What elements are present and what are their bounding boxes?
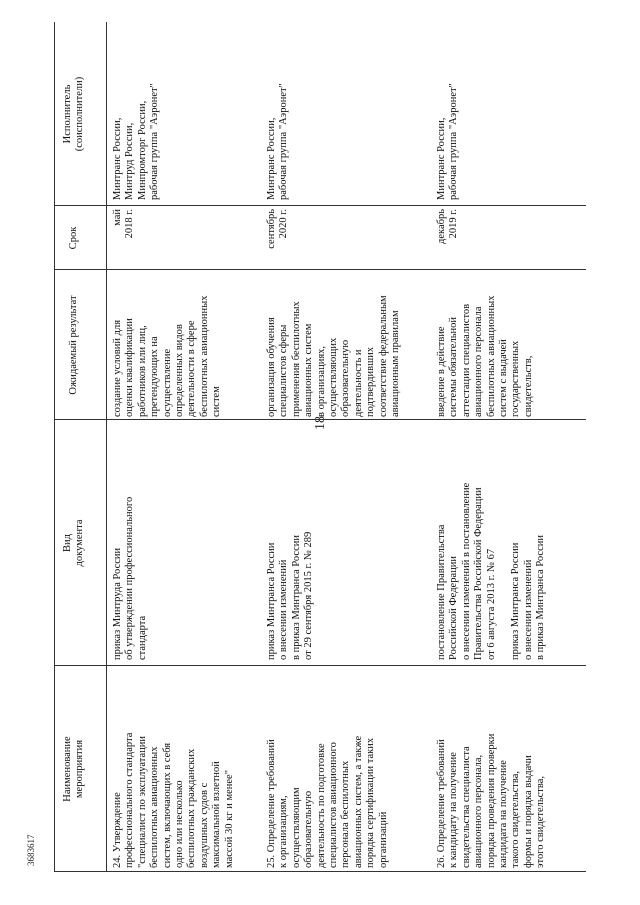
row-25-doc-type: приказ Минтранса России о внесении изменений в приказ Минтранса России от 29 сентября 2015 г. № 289 [266,531,315,660]
column-divider [54,871,586,872]
measures-table [54,22,586,872]
row-26-term: декабрь 2019 г. [436,209,460,244]
header-bottom-border [106,22,107,872]
row-26-doc-type: постановление Правительства Российской Федерации о внесении изменений в постановление Правительства Российской Федерации от 6 августа 2013 г. № 67 приказ Минтранса России о внесении изменений в приказ Минтранса России [436,482,547,660]
row-25-term: сентябрь 2020 г. [266,209,290,249]
row-24-executor: Минтранс России, Минтруд России, Минпромторг России, рабочая группа "Аэронет" [112,83,161,200]
column-divider [54,269,586,270]
row-26-name: 26. Определение требований к кандидату на получение свидетельства специалиста авиационного персонала, порядка проведения проверки кандидата на получение такого свидетельства, формы и порядка выдачи этого свидетельства, [436,733,547,868]
row-24-name: 24. Утверждение профессионального стандарта "специалист по эксплуатации беспилотных авиационных систем, включающих в себя одно или несколько беспилотных гражданских воздушных судов с максимальной взлетной массой 30 кг и менее" [112,732,235,868]
header-executor: Исполнитель (соисполнители) [62,76,86,152]
column-divider [54,205,586,206]
row-25-executor: Минтранс России, рабочая группа "Аэронет" [266,83,290,200]
header-doc-type: Вид документа [62,519,86,567]
header-name: Наименование мероприятия [62,736,86,802]
document-id: 3683617 [26,834,36,866]
row-25-name: 25. Определение требований к организациям, осуществляющим образовательную деятельность по подготовке специалистов авиационного персонала беспилотных авиационных систем, а также порядка сертификации таких организаций [266,735,389,868]
header-term: Срок [68,226,79,250]
header-result: Ожидаемый результат [68,295,79,395]
row-26-executor: Минтранс России, рабочая группа "Аэронет" [436,83,460,200]
row-24-doc-type: приказ Минтруда России об утверждении профессионального стандарта [112,496,148,660]
column-divider [54,665,586,666]
table-top-border [54,22,55,872]
row-24-result: создание условий для оценки квалификации работников или лиц, претендующих на осуществление определенных видов деятельности в сфере беспилотных авиационных систем [112,295,223,417]
page-number: 18 [313,416,328,430]
row-24-term: май 2018 г. [112,209,136,239]
column-divider [54,419,586,420]
row-26-result: введение в действие системы обязательной аттестации специалистов авиационного персонала беспилотных авиационных систем с выдачей государственных свидетельств, [436,295,534,417]
row-25-result: организация обучения специалистов сферы применения беспилотных авиационных систем в организациях, осуществляющих образовательную деятельность и подтвердивших соответствие федеральным авиационным правилам [266,295,402,417]
